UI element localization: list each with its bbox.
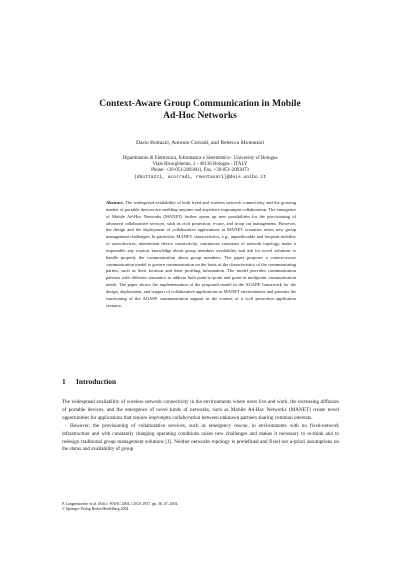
footnote [62, 502, 339, 513]
affiliation-phone: Phone: +39-051-2093001, Fax. +39-051-2093073 [151, 168, 249, 174]
affiliation-emails: {dbottazzi, acorradi, rmontanari}@deis.unibo.it [133, 174, 267, 180]
paper-title [60, 98, 340, 122]
footnote-citation: P. Langendoerfer et al. (Eds.): WWIC 2004, LNCS 2957, pp. 38–47, 2004. [62, 502, 179, 506]
abstract-block [106, 200, 296, 310]
affiliation-address: Viale Risorgimento, 2 - 40136 Bologna - ITALY [152, 162, 248, 168]
para1-text: The widespread availability of wireless network connectivity in the environments where users live and work, the increasing diffusion of portable devices, and the emergence of novel kinds of networks, such as Mobile Ad-Hoc Networks (MANET) create novel opportunities for applications that require [62, 399, 339, 421]
affiliation-block [60, 156, 340, 181]
footnote-copyright: © Springer-Verlag Berlin Heidelberg 2004 [62, 507, 129, 512]
section-body [62, 399, 339, 454]
body-paragraph-2: However, the provisioning of collaborative services, such as emergency rescue, in environments with no fixed-network infrastructure and with constantly changing operating conditions raises new challenges and makes it necessary to re-think and to redesign traditional group management solutions [1]. Neither networks topology is predefined and fixed nor a-priori assumptions on the status and availability of group [62, 422, 339, 453]
section-number: 1 [62, 377, 66, 386]
title-line-1: Context-Aware Group Communication in Mobile [99, 98, 301, 109]
para1-end: between unknown partners sharing common interests. [201, 414, 313, 421]
section-heading [62, 377, 342, 386]
body-paragraph-1 [62, 399, 339, 423]
para1-emphasis: impromptu collaboration [148, 414, 201, 421]
title-line-2: Ad-Hoc Networks [163, 110, 237, 121]
section-title: Introduction [76, 377, 117, 386]
author-list: Dario Bottazzi, Antonio Corradi, and Rebecca Montanari [136, 140, 264, 146]
abstract-text: The widespread availability of both fixed and wireless network connectivity and the growing market of portable devices are enabling anytime and anywhere impromptu collaboration. The emergence of Mobile Ad-Hoc Networks (MANET) further opens up new possibilities for the provisioning of advanced collaborative services, such as civil protection, e-care, and troop car management. However, the design and the deployment of collaborative applications in MANET scenarios raises new group management challenges. In particular, MANET characteristics, e.g., unpredictable and frequent mobility of users/devices, intermittent device connectivity, continuous variations of network topology, make it impossible any a-priori knowledge about group members availability and ask for novel solutions to handle properly the communication about group members. The paper proposes a context-aware communication model to govern communication on the basis of the characteristics of the communicating parties, such as their location and their profiling information. The model provides communication patterns with different semantics to address both point-to-point and point-to-multipoint communication needs. The paper shows the implementation of the proposed model in the AGAPE framework for the design, deployment, and support of collaborative applications in MANET environments and presents the functioning of the AGAPE communication support in the context of a civil protection application scenario. [106, 200, 297, 308]
affiliation-department: Dipartimento di Elettronica, Informatica e Sistemistica - University of Bologna [122, 156, 278, 161]
abstract-label: Abstract. [106, 200, 124, 205]
